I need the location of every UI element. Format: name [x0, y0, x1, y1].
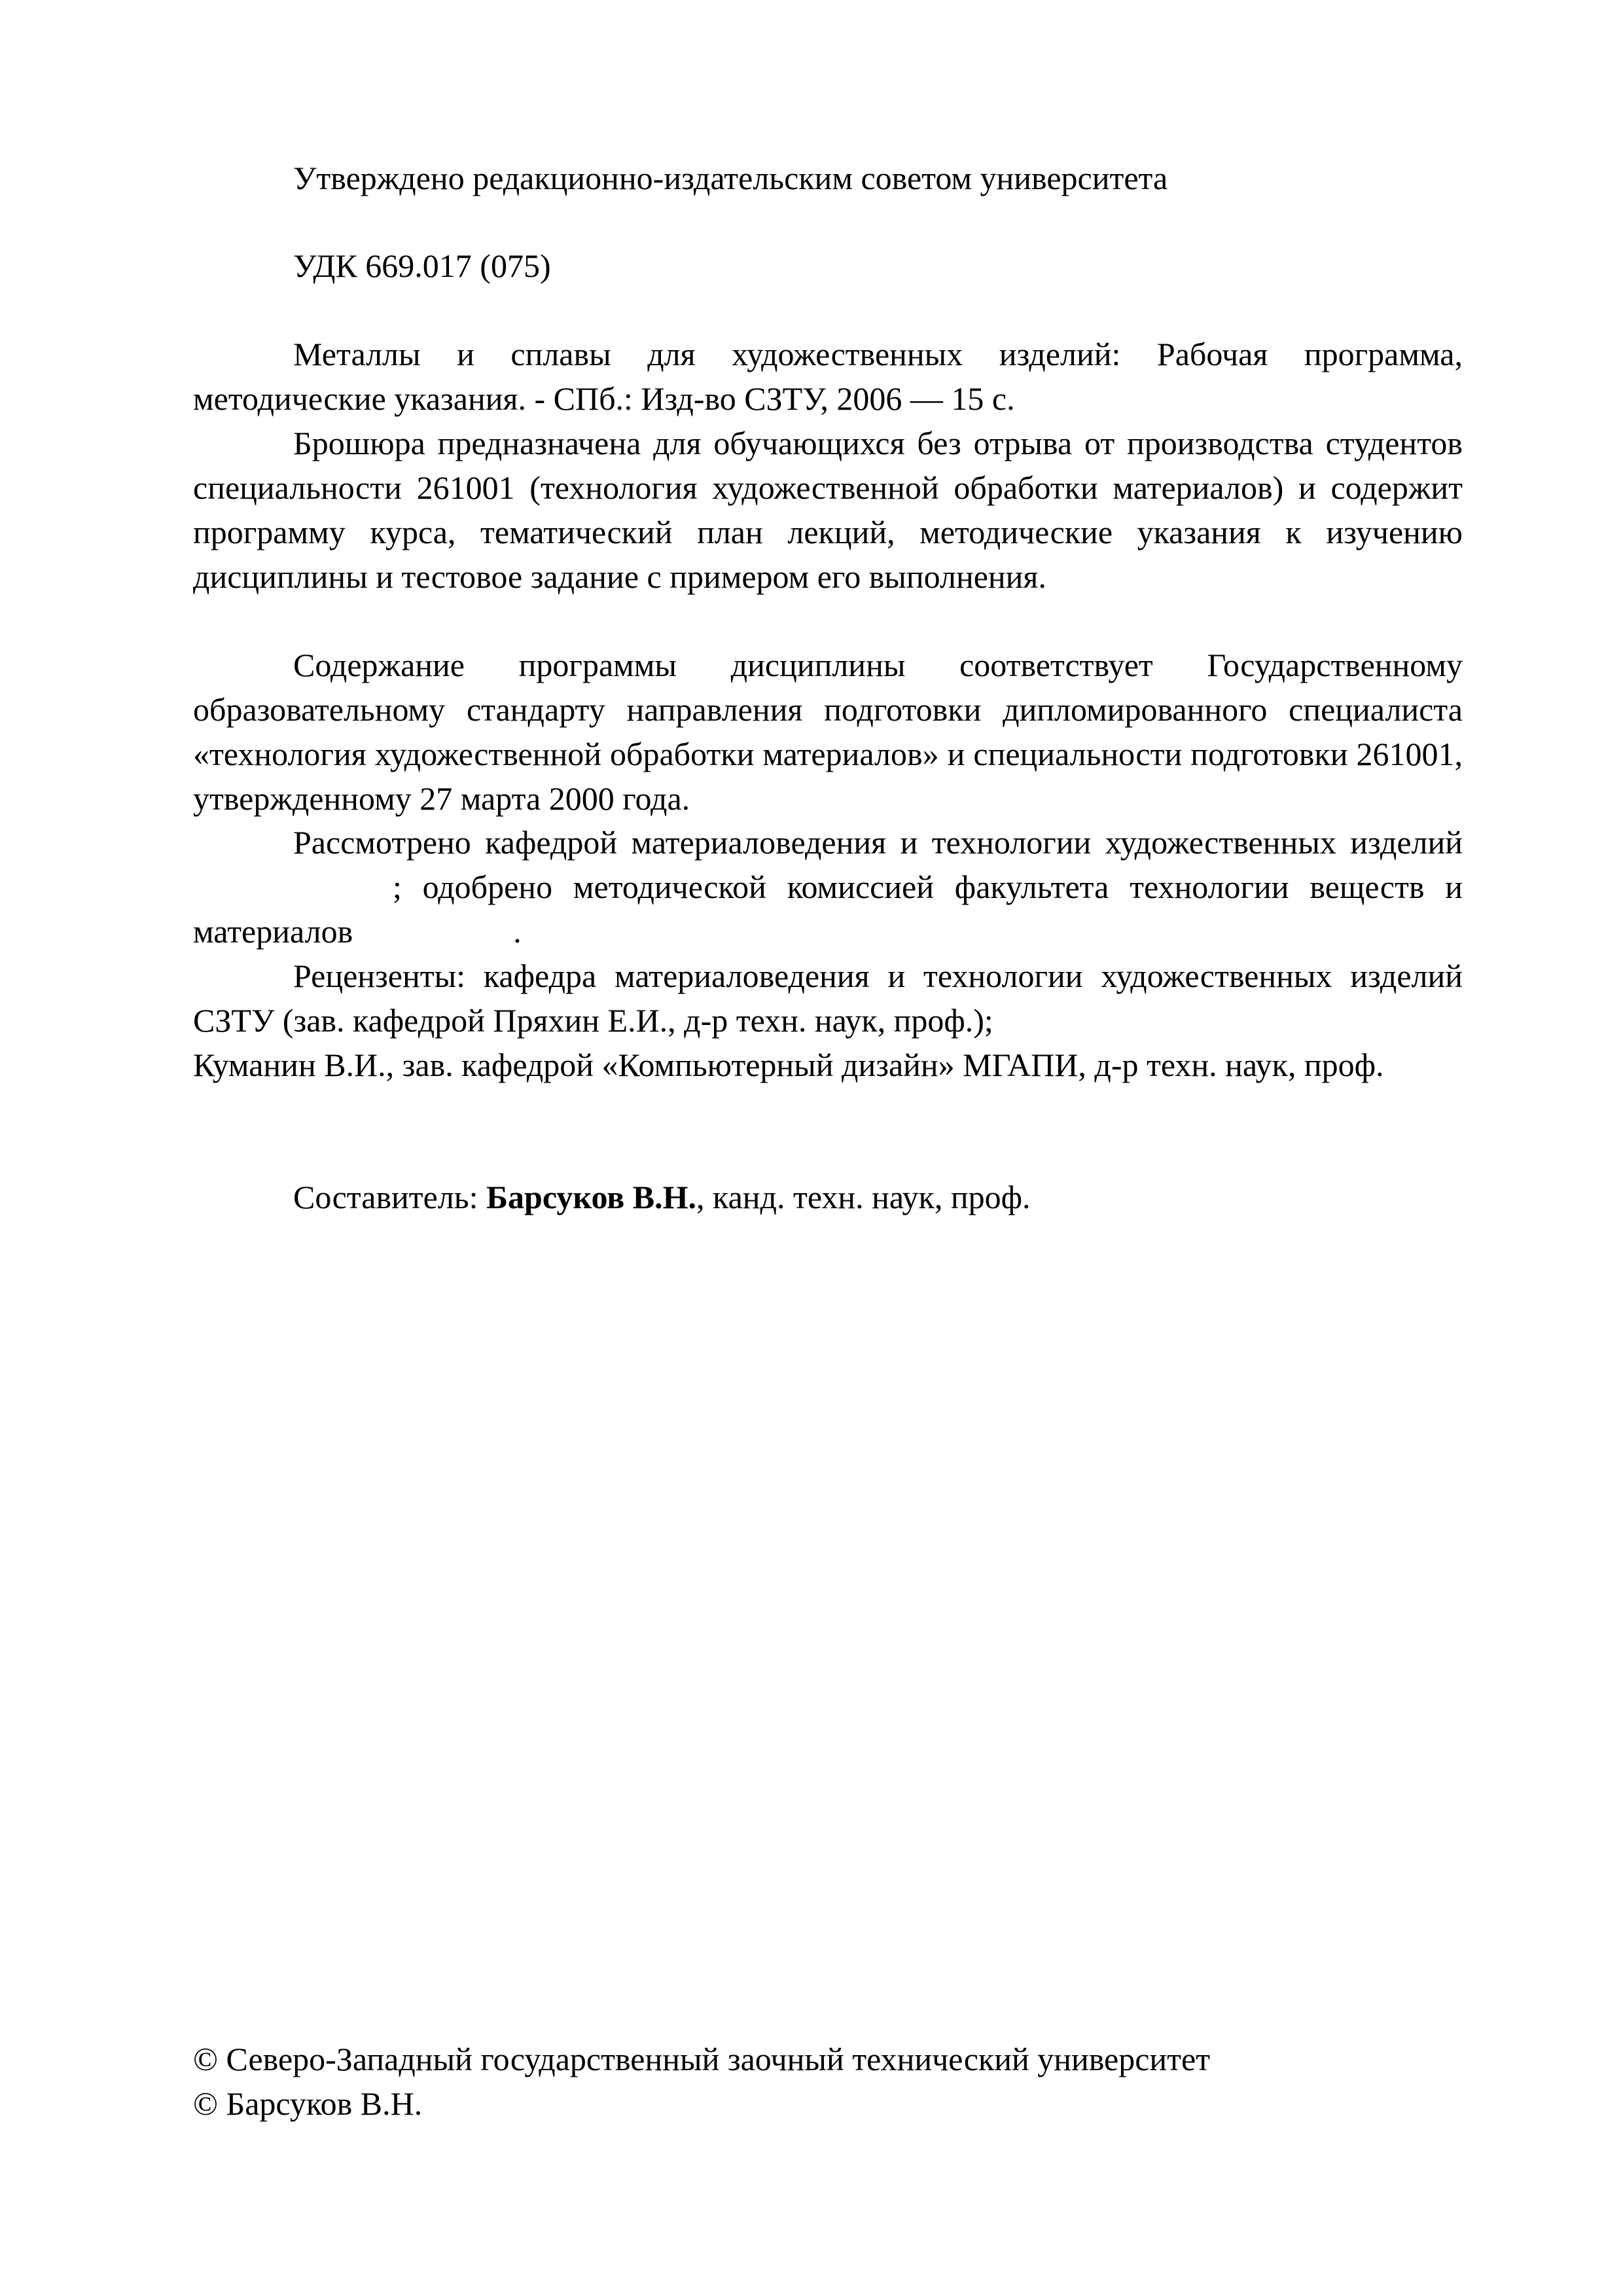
compiler-name: Барсуков В.Н.	[486, 1179, 697, 1215]
compiler-label: Составитель:	[293, 1179, 478, 1215]
udk-code: УДК 669.017 (075)	[293, 247, 551, 284]
reviewers-line-1: Рецензенты: кафедра материаловедения и технологии художественных изделий СЗТУ (зав. кафедрой Пряхин Е.И., д-р техн. наук, проф.);	[193, 958, 1463, 1039]
copyright-university: © Северо-Западный государственный заочный технический университет	[193, 2041, 1211, 2077]
brochure-description: Брошюра предназначена для обучающихся без отрыва от производства студентов специальности 261001 (технология художественной обработки материалов) и содержит программу курса, тематический план лекций, методические указания к изучению дисциплины и тестовое задание с примером его выполнения.	[193, 425, 1463, 595]
standard-compliance: Содержание программы дисциплины соответствует Государственному образовательному стандарту направления подготовки дипломированного специалиста «технология художественной обработки материалов» и специальности подготовки 261001, утвержденному 27 марта 2000 года.	[193, 647, 1463, 817]
approval-line: Утверждено редакционно-издательским советом университета	[293, 160, 1168, 196]
copyright-author: © Барсуков В.Н.	[193, 2085, 423, 2122]
compiler-line	[193, 1175, 1463, 1219]
department-approval-part3: .	[513, 913, 522, 950]
department-approval	[193, 820, 1463, 954]
department-approval-part1: Рассмотрено кафедрой материаловедения и технологии художественных изделий	[293, 824, 1463, 861]
reviewers-line-2: Куманин В.И., зав. кафедрой «Компьютерный дизайн» МГАПИ, д-р техн. наук, проф.	[193, 1047, 1384, 1083]
compiler-credentials: , канд. техн. наук, проф.	[696, 1179, 1031, 1215]
department-approval-part2: ; одобрено методической комиссией факультета технологии веществ и материалов	[193, 869, 1463, 950]
bibliographic-description: Металлы и сплавы для художественных изделий: Рабочая программа, методические указания. - СПб.: Изд-во СЗТУ, 2006 — 15 с.	[193, 336, 1463, 417]
